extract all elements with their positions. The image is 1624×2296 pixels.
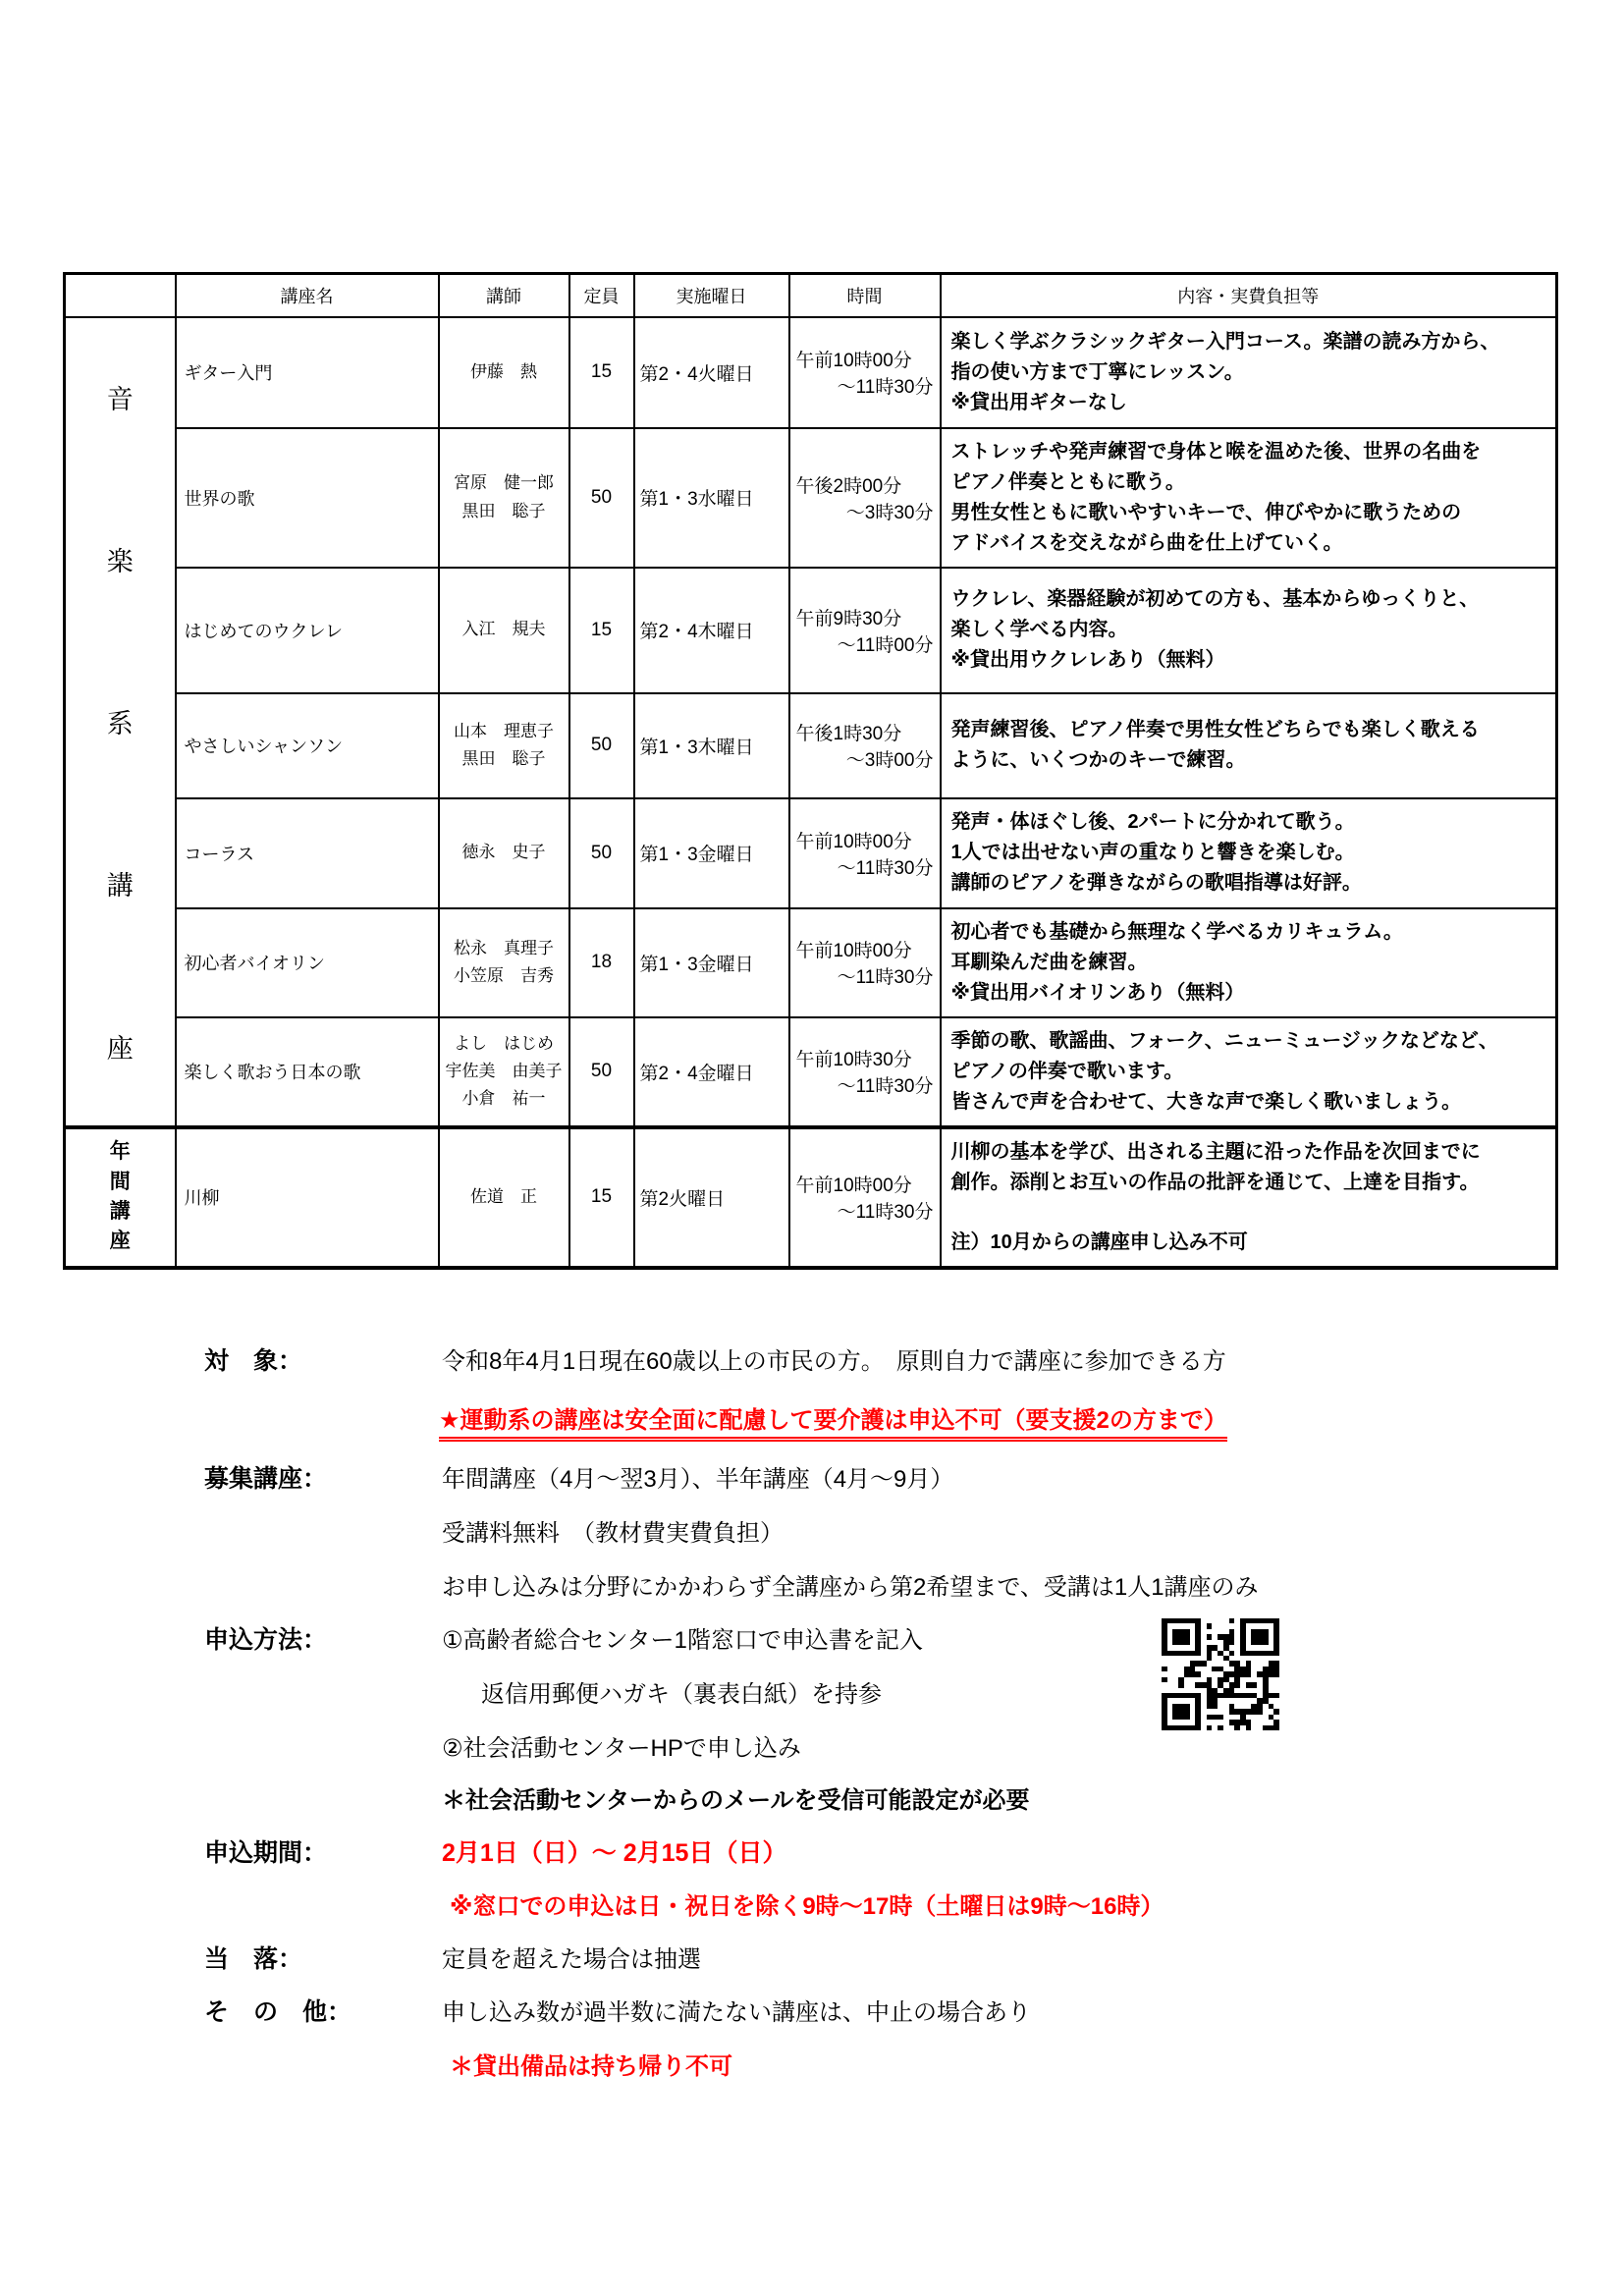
- description-line: ピアノの伴奏で歌います。: [950, 1060, 1184, 1082]
- target-warning: [439, 1400, 1227, 1435]
- description-cell: [941, 317, 1557, 428]
- time-end: ～11時30分: [837, 1202, 934, 1223]
- time-start: 午前10時00分: [795, 1175, 912, 1196]
- category-char: 楽: [106, 546, 134, 576]
- description-cell: [941, 693, 1557, 798]
- capacity-cell: 50: [569, 428, 634, 568]
- lecturer-name: 入江 規夫: [461, 620, 546, 639]
- description-line: 楽しく学ぶクラシックギター入門コース。楽譜の読み方から、: [950, 330, 1500, 353]
- time-start: 午前10時00分: [795, 831, 912, 852]
- time-cell: [789, 568, 941, 693]
- table-row: [65, 908, 1557, 1017]
- category-char: 講: [106, 871, 134, 902]
- course-name-cell: 初心者バイオリン: [176, 908, 439, 1017]
- course-name-cell: 川柳: [176, 1127, 439, 1268]
- description-line: ウクレレ、楽器経験が初めての方も、基本からゆっくりと、: [950, 588, 1480, 610]
- category-char: 座: [109, 1230, 131, 1253]
- other-line-2: ＊貸出備品は持ち帰り不可: [450, 2053, 732, 2080]
- time-start: 午前10時00分: [795, 351, 912, 371]
- category-char: 系: [106, 709, 134, 738]
- description-line: 耳馴染んだ曲を練習。: [950, 951, 1148, 973]
- description-line: 川柳の基本を学び、出される主題に沿った作品を次回までに: [950, 1140, 1481, 1163]
- lecturer-name: 宮原 健一郎: [454, 473, 554, 493]
- time-end: ～3時30分: [845, 502, 934, 523]
- course-name-cell: 世界の歌: [176, 428, 439, 568]
- course-name-cell: コーラス: [176, 798, 439, 908]
- lecturer-name: 伊藤 熱: [470, 361, 537, 381]
- period-label: 申込期間：: [204, 1839, 328, 1867]
- lecturer-cell: [439, 693, 569, 798]
- description-line: 発声練習後、ピアノ伴奏で男性女性どちらでも楽しく歌える: [950, 719, 1480, 740]
- description-line: 講師のピアノを弾きながらの歌唱指導は好評。: [950, 872, 1362, 894]
- capacity-cell: 50: [569, 693, 634, 798]
- description-cell: [941, 568, 1557, 693]
- time-cell: [789, 1017, 941, 1127]
- description-line: アドバイスを交えながら曲を仕上げていく。: [950, 531, 1343, 554]
- time-cell: [789, 428, 941, 568]
- time-end: ～11時30分: [837, 1076, 934, 1097]
- target-warning-text: ★運動系の講座は安全面に配慮して要介護は申込不可（要支援2の方まで）: [439, 1407, 1227, 1442]
- category-char: 年: [109, 1140, 131, 1164]
- capacity-cell: 15: [569, 317, 634, 428]
- capacity-cell: 15: [569, 568, 634, 693]
- table-row: [65, 798, 1557, 908]
- course-table: [63, 272, 1558, 1270]
- table-row: [65, 568, 1557, 693]
- recruit-label: 募集講座：: [204, 1465, 328, 1493]
- time-cell: [789, 798, 941, 908]
- description-line: ※貸出用ギターなし: [950, 391, 1127, 413]
- category-text: [67, 1137, 174, 1257]
- lecturer-cell: [439, 1127, 569, 1268]
- category-cell: [65, 317, 176, 1127]
- lecturer-name: 徳永 史子: [461, 843, 546, 862]
- header-lecturer: 講師: [439, 274, 569, 317]
- lecturer-name: 宇佐美 由美子: [445, 1061, 563, 1080]
- time-cell: [789, 908, 941, 1017]
- description-line: ピアノ伴奏とともに歌う。: [950, 470, 1185, 493]
- target-label: 対 象：: [204, 1347, 303, 1375]
- time-cell: [789, 693, 941, 798]
- description-note: 注）10月からの講座申し込み不可: [950, 1230, 1248, 1253]
- day-cell: 第1・3水曜日: [634, 428, 789, 568]
- description-line: 季節の歌、歌謡曲、フォーク、ニューミュージックなどなど、: [950, 1029, 1498, 1052]
- time-start: 午前9時30分: [795, 608, 902, 629]
- course-name-cell: やさしいシャンソン: [176, 693, 439, 798]
- header-day: 実施曜日: [634, 274, 789, 317]
- day-cell: 第1・3金曜日: [634, 908, 789, 1017]
- time-end: ～11時30分: [837, 857, 934, 879]
- table-row: [65, 428, 1557, 568]
- capacity-cell: 50: [569, 1017, 634, 1127]
- period-line-2: ※窓口での申込は日・祝日を除く9時～17時（土曜日は9時～16時）: [450, 1893, 1164, 1920]
- time-end: ～11時30分: [837, 967, 934, 988]
- table-row: [65, 1127, 1557, 1268]
- lottery-text: 定員を超えた場合は抽選: [442, 1946, 701, 1973]
- description-line: 楽しく学べる内容。: [950, 619, 1128, 640]
- description-line: 指の使い方まで丁寧にレッスン。: [950, 360, 1244, 383]
- course-name-cell: はじめてのウクレレ: [176, 568, 439, 693]
- lecturer-name: よし はじめ: [454, 1033, 554, 1053]
- description-cell: [941, 428, 1557, 568]
- category-char: 座: [106, 1033, 134, 1064]
- day-cell: 第2・4木曜日: [634, 568, 789, 693]
- recruit-line-1: 年間講座（4月～翌3月）、半年講座（4月～9月）: [442, 1466, 954, 1493]
- header-course-name: 講座名: [176, 274, 439, 317]
- lecturer-cell: [439, 798, 569, 908]
- course-name-cell: ギター入門: [176, 317, 439, 428]
- day-cell: 第2火曜日: [634, 1127, 789, 1268]
- method-line-2: 返信用郵便ハガキ（裏表白紙）を持参: [481, 1681, 882, 1708]
- day-cell: 第2・4火曜日: [634, 317, 789, 428]
- description-line: 発声・体ほぐし後、2パートに分かれて歌う。: [950, 811, 1355, 833]
- day-cell: 第1・3金曜日: [634, 798, 789, 908]
- method-line-1: ①高齢者総合センター1階窓口で申込書を記入: [442, 1627, 923, 1654]
- category-char: 講: [109, 1200, 131, 1223]
- description-line: 1人では出せない声の重なりと響きを楽しむ。: [950, 842, 1355, 863]
- course-table-body: [65, 317, 1557, 1268]
- lecturer-cell: [439, 1017, 569, 1127]
- lecturer-name: 黒田 聡子: [461, 749, 546, 768]
- day-cell: 第2・4金曜日: [634, 1017, 789, 1127]
- capacity-cell: 18: [569, 908, 634, 1017]
- time-start: 午前10時00分: [795, 941, 912, 961]
- lecturer-name: 佐道 正: [470, 1186, 537, 1206]
- header-capacity: 定員: [569, 274, 634, 317]
- method-line-3: ②社会活動センターHPで申し込み: [442, 1735, 801, 1762]
- description-line: 初心者でも基礎から無理なく学べるカリキュラム。: [950, 920, 1403, 943]
- day-cell: 第1・3木曜日: [634, 693, 789, 798]
- lecturer-cell: [439, 568, 569, 693]
- category-cell: [65, 1127, 176, 1268]
- category-text: [67, 378, 174, 1066]
- time-end: ～11時30分: [837, 377, 934, 398]
- capacity-cell: 50: [569, 798, 634, 908]
- description-line: ように、いくつかのキーで練習。: [950, 749, 1246, 771]
- header-category-cell: [65, 274, 176, 317]
- course-name-cell: 楽しく歌おう日本の歌: [176, 1017, 439, 1127]
- category-char: 間: [109, 1170, 131, 1193]
- method-line-4: ＊社会活動センターからのメールを受信可能設定が必要: [442, 1787, 1030, 1814]
- time-cell: [789, 1127, 941, 1268]
- lecturer-name: 黒田 聡子: [461, 501, 546, 520]
- description-cell: [941, 1127, 1557, 1268]
- table-row: [65, 317, 1557, 428]
- description-cell: [941, 798, 1557, 908]
- recruit-line-3: お申し込みは分野にかかわらず全講座から第2希望まで、受講は1人1講座のみ: [442, 1574, 1259, 1601]
- lecturer-name: 小倉 祐一: [461, 1089, 546, 1109]
- description-line: 創作。添削とお互いの作品の批評を通じて、上達を目指す。: [950, 1171, 1480, 1193]
- time-end: ～3時00分: [845, 750, 934, 771]
- time-start: 午後1時30分: [795, 724, 902, 744]
- lecturer-name: 山本 理恵子: [454, 721, 554, 740]
- description-cell: [941, 1017, 1557, 1127]
- target-text: 令和8年4月1日現在60歳以上の市民の方。 原則自力で講座に参加できる方: [442, 1348, 1226, 1375]
- qr-code-icon: [1162, 1618, 1279, 1730]
- method-label: 申込方法：: [204, 1626, 328, 1654]
- category-char: 音: [106, 384, 134, 414]
- lecturer-cell: [439, 317, 569, 428]
- time-start: 午前10時30分: [795, 1050, 912, 1070]
- time-end: ～11時00分: [837, 634, 934, 656]
- recruit-line-2: 受講料無料 （教材費実費負担）: [442, 1520, 784, 1547]
- description-line: 皆さんで声を合わせて、大きな声で楽しく歌いましょう。: [950, 1090, 1462, 1113]
- time-cell: [789, 317, 941, 428]
- lecturer-cell: [439, 908, 569, 1017]
- period-line-1: 2月1日（日）～ 2月15日（日）: [442, 1839, 787, 1867]
- header-description: 内容・実費負担等: [941, 274, 1557, 317]
- header-time: 時間: [789, 274, 941, 317]
- description-line: 男性女性ともに歌いやすいキーで、伸びやかに歌うための: [950, 501, 1462, 523]
- capacity-cell: 15: [569, 1127, 634, 1268]
- table-header-row: [65, 274, 1557, 317]
- description-line: ※貸出用バイオリンあり（無料）: [950, 981, 1245, 1004]
- time-start: 午後2時00分: [795, 475, 902, 497]
- other-line-1: 申し込み数が過半数に満たない講座は、中止の場合あり: [442, 1999, 1031, 2026]
- lecturer-name: 小笠原 吉秀: [454, 966, 554, 985]
- table-row: [65, 1017, 1557, 1127]
- table-row: [65, 693, 1557, 798]
- description-cell: [941, 908, 1557, 1017]
- other-label: そ の 他：: [204, 1998, 352, 2026]
- lecturer-cell: [439, 428, 569, 568]
- description-line: ※貸出用ウクレレあり（無料）: [950, 649, 1225, 671]
- lecturer-name: 松永 真理子: [454, 938, 554, 957]
- description-line: ストレッチや発声練習で身体と喉を温めた後、世界の名曲を: [950, 440, 1482, 463]
- lottery-label: 当 落：: [204, 1945, 303, 1973]
